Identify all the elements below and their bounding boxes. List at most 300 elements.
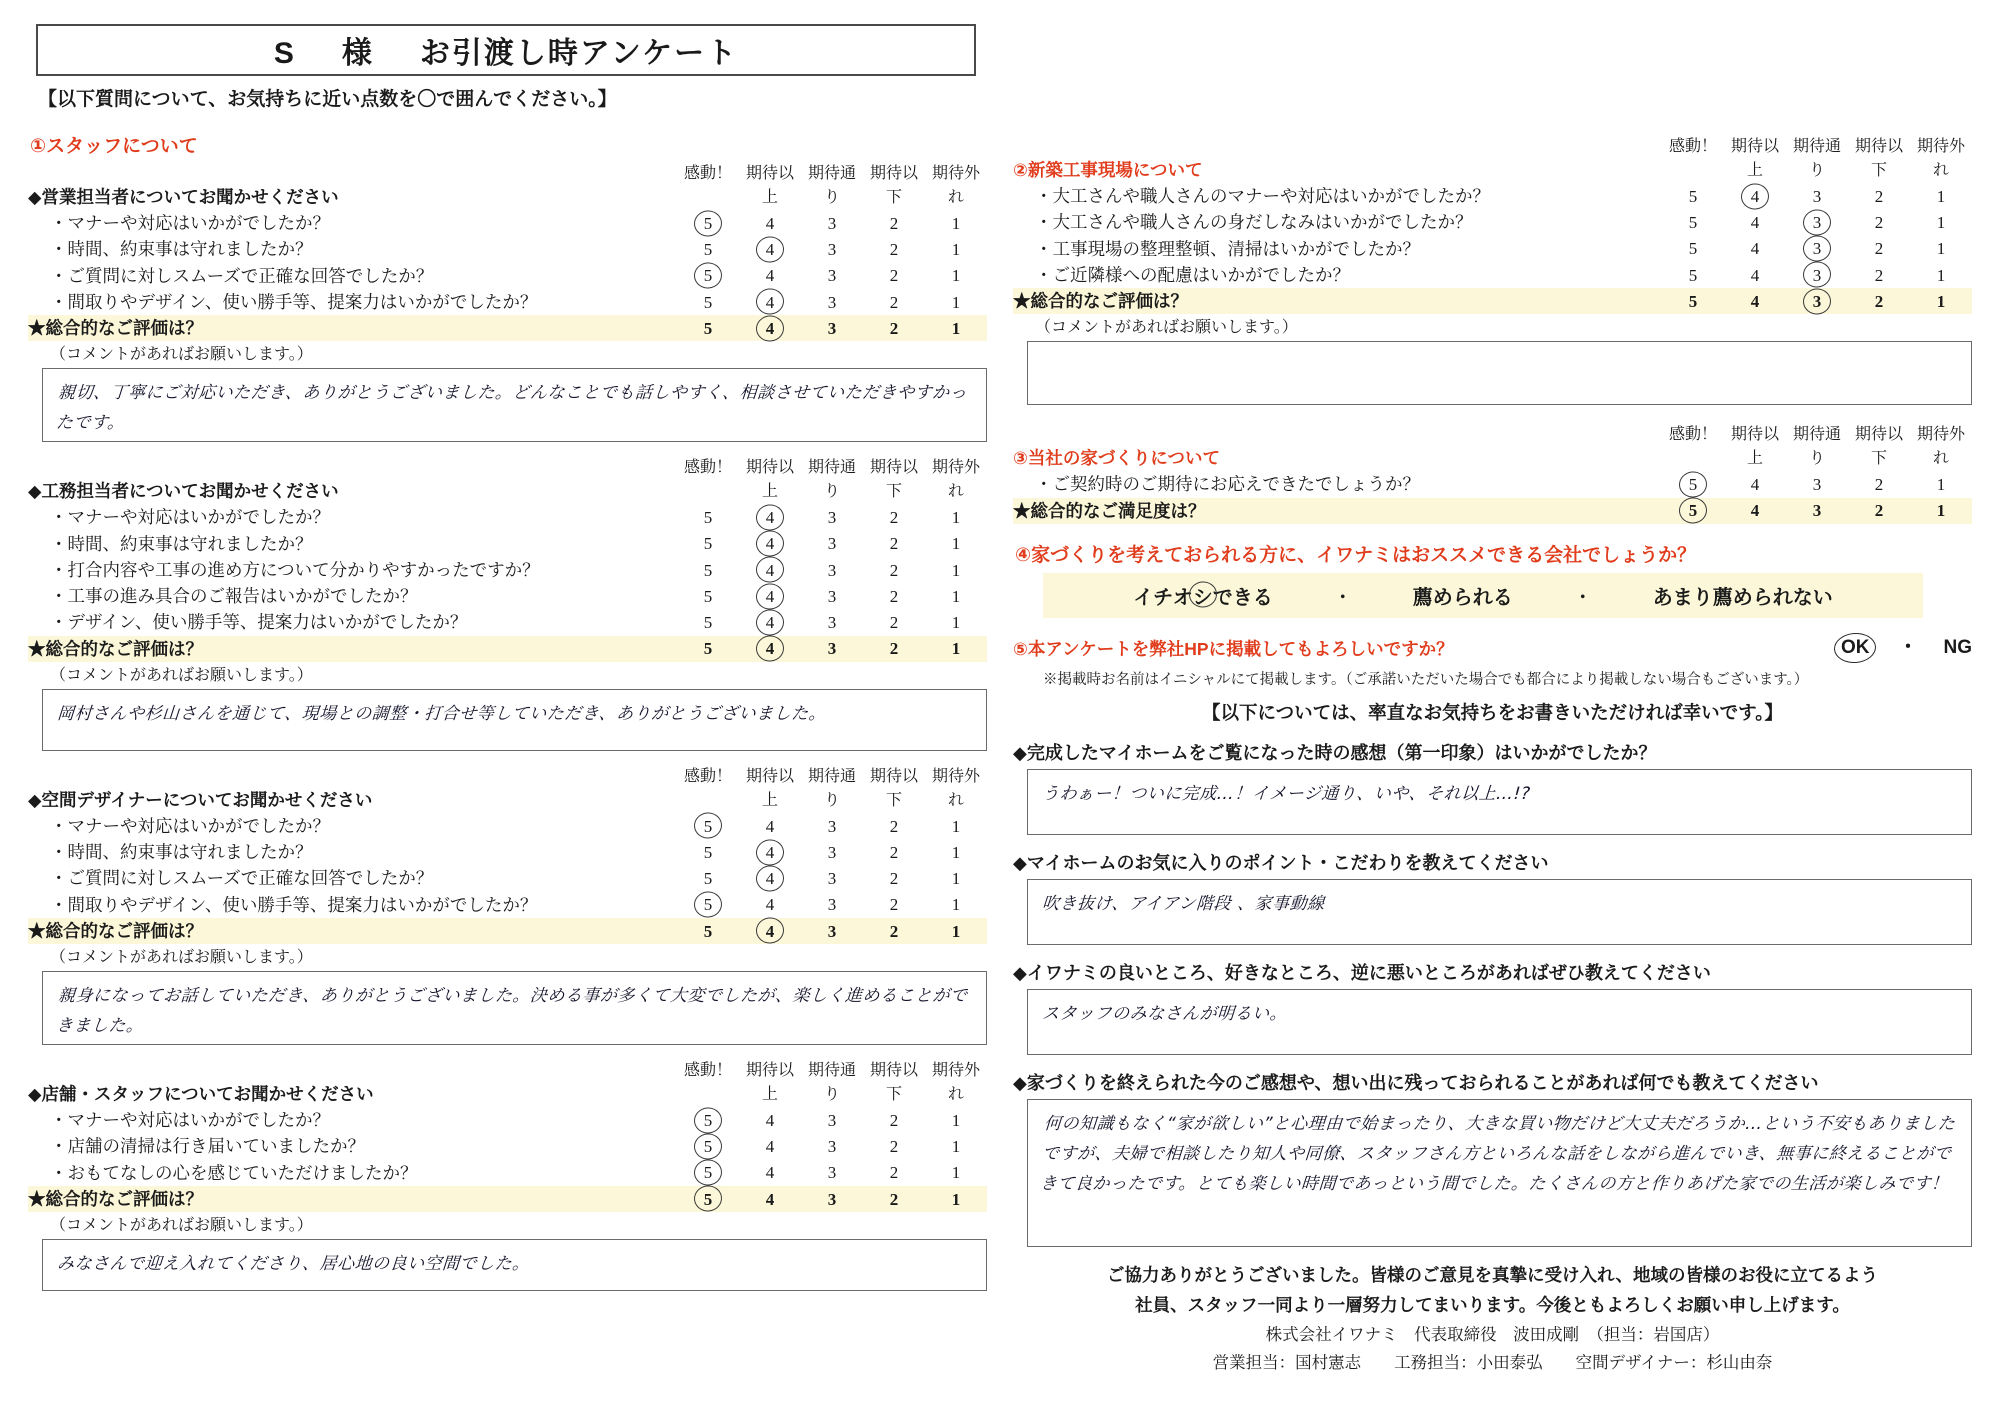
rating-option[interactable] [739, 866, 801, 892]
left-column [28, 131, 987, 1377]
rating-scale [1662, 210, 1972, 236]
rating-option[interactable]: 1 [1936, 291, 1946, 311]
scale-label: 期待通り [807, 1062, 856, 1103]
question-text: ・店舗の清掃は行き届いていましたか？ [50, 1136, 365, 1157]
total-rating-row [28, 315, 987, 341]
rating-option[interactable]: 2 [889, 318, 899, 338]
rating-option[interactable]: 1 [951, 895, 961, 915]
question-row [28, 892, 987, 918]
rating-option[interactable]: 3 [827, 869, 837, 888]
question-text: ・デザイン、使い勝手等、提案力はいかがでしたか？ [50, 612, 468, 633]
rating-option[interactable] [677, 892, 739, 918]
section-3-rows [1013, 471, 1972, 524]
rating-option[interactable]: 1 [951, 240, 961, 259]
question-group [28, 1059, 987, 1291]
rating-option[interactable]: 4 [1750, 213, 1760, 232]
rating-option[interactable]: 5 [1688, 265, 1698, 285]
free-answer-box[interactable] [1027, 769, 1972, 835]
rating-option[interactable]: 3 [827, 1189, 837, 1209]
rating-option[interactable]: 5 [703, 613, 713, 632]
rating-option[interactable]: 1 [951, 869, 961, 888]
rating-option[interactable]: 4 [1750, 501, 1760, 521]
free-answer-box[interactable] [1027, 989, 1972, 1055]
question-row [28, 531, 987, 557]
rating-option[interactable]: 1 [1936, 501, 1946, 521]
question-row [28, 1160, 987, 1186]
comment-box[interactable] [42, 1239, 987, 1291]
rating-option[interactable]: 5 [703, 318, 713, 338]
section-3-heading: ③当社の家づくりについて [1013, 448, 1220, 468]
rating-option[interactable] [1662, 498, 1724, 524]
free-question-prompt: ◆マイホームのお気に入りのポイント・こだわりを教えてください [1013, 853, 1549, 874]
rating-option[interactable]: 3 [1812, 186, 1822, 206]
rating-scale [1662, 289, 1972, 315]
rating-option[interactable]: 1 [951, 639, 961, 659]
rating-option[interactable]: 5 [703, 842, 713, 862]
rating-option[interactable] [677, 211, 739, 237]
circled-rating: 4 [766, 558, 775, 584]
total-rating-row [1013, 288, 1972, 314]
circled-rating: 3 [1813, 263, 1822, 289]
question-row [28, 1107, 987, 1133]
scale-label: 期待通り [1792, 426, 1841, 468]
title-box [36, 24, 976, 76]
rating-option[interactable] [1786, 263, 1848, 289]
circled-rating: 4 [766, 290, 775, 316]
rating-option[interactable] [1786, 236, 1848, 262]
total-rating-row [28, 1186, 987, 1212]
question-row [1013, 471, 1972, 497]
question-text: ・時間、約束事は守れましたか？ [50, 239, 313, 260]
rating-option[interactable]: 4 [765, 266, 775, 286]
rating-option[interactable] [739, 290, 801, 316]
option-separator: ・ [1572, 586, 1593, 609]
comment-box[interactable] [42, 971, 987, 1045]
rating-option[interactable] [739, 919, 801, 945]
question-text: ・打合内容や工事の進め方について分かりやすかったですか？ [50, 559, 540, 580]
scale-label: 期待以下 [1854, 426, 1903, 468]
rating-option[interactable]: 1 [951, 613, 961, 632]
rating-option[interactable]: 3 [827, 560, 837, 580]
circled-rating: 5 [704, 1187, 713, 1213]
rating-option[interactable]: 1 [1936, 475, 1946, 494]
question-row [1013, 236, 1972, 262]
scale-label: 期待外れ [1916, 138, 1965, 179]
rating-option[interactable]: 2 [889, 842, 899, 862]
rating-option[interactable]: 5 [1688, 213, 1698, 232]
rating-option[interactable]: 1 [951, 534, 961, 554]
rating-option[interactable]: 3 [827, 842, 837, 862]
rating-option[interactable]: 1 [1936, 265, 1946, 285]
rating-option[interactable] [739, 636, 801, 662]
rating-option[interactable]: 5 [703, 869, 713, 888]
rating-option[interactable]: 2 [889, 586, 899, 606]
rating-option[interactable]: 4 [765, 1137, 775, 1156]
rating-option[interactable]: 1 [951, 1163, 961, 1183]
section-3-header-row [1013, 423, 1972, 471]
rating-option[interactable]: 3 [827, 266, 837, 286]
comment-prompt: （コメントがあればお願いします。） [50, 1217, 313, 1234]
rating-option[interactable] [677, 1134, 739, 1160]
free-answer-box[interactable] [1027, 1099, 1972, 1247]
rating-option[interactable]: 2 [1874, 186, 1884, 206]
right-column [1013, 131, 1972, 1377]
publish-option[interactable]: OK [1838, 634, 1873, 663]
rating-option[interactable]: 3 [827, 318, 837, 338]
comment-box[interactable] [42, 689, 987, 751]
group-title: ◆営業担当者についてお聞かせください [28, 186, 339, 207]
scale-label: 期待以上 [745, 165, 794, 206]
free-section-heading: 【以下については、率直なお気持ちをお書きいただければ幸いです。】 [1202, 702, 1783, 724]
rating-option[interactable]: 2 [1874, 213, 1884, 232]
rating-option[interactable]: 1 [951, 213, 961, 233]
rating-scale [677, 316, 987, 342]
comment-text: 岡村さんや杉山さんを通じて、現場との調整・打合せ等していただき、ありがとうございました。 [56, 703, 827, 724]
scale-label: 期待外れ [1916, 426, 1965, 468]
rating-scale [677, 531, 987, 557]
circled-rating: 5 [704, 892, 713, 918]
section-4-options [1043, 573, 1923, 618]
rating-option[interactable]: 1 [951, 292, 961, 312]
scale-label: 期待以下 [869, 767, 918, 809]
scale-label: 期待以下 [869, 459, 918, 501]
rating-option[interactable] [739, 610, 801, 636]
footer-company: 株式会社イワナミ 代表取締役 波田成剛 （担当：岩国店） [1265, 1324, 1720, 1344]
rating-option[interactable] [1662, 472, 1724, 498]
rating-option[interactable] [739, 584, 801, 610]
scale-label: 感動！ [1668, 138, 1717, 155]
rating-option[interactable]: 5 [1688, 291, 1698, 311]
rating-option[interactable]: 3 [827, 1163, 837, 1183]
circled-rating: 4 [766, 840, 775, 866]
rating-option[interactable]: 3 [827, 639, 837, 659]
question-text: ・大工さんや職人さんの身だしなみはいかがでしたか？ [1035, 212, 1473, 233]
rating-option[interactable] [1786, 289, 1848, 315]
scale-label: 感動！ [1668, 426, 1717, 444]
rating-scale-header [677, 1059, 987, 1107]
total-rating-row [28, 918, 987, 944]
circled-rating: 4 [766, 919, 775, 945]
rating-option[interactable]: 3 [827, 895, 837, 915]
rating-option[interactable]: 5 [703, 921, 713, 941]
rating-option[interactable]: 5 [703, 534, 713, 554]
rating-option[interactable]: 4 [1750, 475, 1760, 494]
circled-rating: 4 [766, 636, 775, 662]
scale-label: 期待通り [807, 459, 856, 501]
scale-label: 期待外れ [931, 459, 980, 501]
rating-option[interactable]: 1 [1936, 186, 1946, 206]
rating-option[interactable]: 4 [765, 816, 775, 836]
rating-option[interactable]: 3 [827, 508, 837, 527]
question-text: ・大工さんや職人さんのマナーや対応はいかがでしたか？ [1035, 186, 1490, 206]
rating-option[interactable]: 5 [703, 292, 713, 312]
section-2 [1013, 135, 1972, 405]
question-text: ・ご質問に対しスムーズで正確な回答でしたか？ [50, 868, 434, 889]
rating-option[interactable]: 3 [1812, 475, 1822, 494]
circled-rating: 5 [1689, 472, 1698, 498]
rating-option[interactable]: 2 [889, 895, 899, 915]
rating-scale [677, 584, 987, 610]
section-5-heading: ⑤本アンケートを弊社HPに掲載してもよろしいですか？ [1013, 639, 1454, 659]
rating-option[interactable]: 2 [889, 213, 899, 233]
group-header-row [28, 1059, 987, 1107]
scale-label: 期待通り [1792, 138, 1841, 179]
rating-option[interactable]: 3 [827, 613, 837, 632]
circled-rating: 4 [766, 316, 775, 342]
scale-label: 期待通り [807, 767, 856, 809]
rating-option[interactable]: 1 [1936, 213, 1946, 232]
rating-option[interactable]: 2 [889, 816, 899, 836]
question-row [28, 865, 987, 891]
circled-rating: 4 [766, 505, 775, 531]
title-main: お引渡し時アンケート [419, 37, 739, 70]
rating-option[interactable]: 2 [1874, 501, 1884, 521]
rating-option[interactable]: 1 [951, 816, 961, 836]
option-separator: ・ [1898, 636, 1918, 658]
rating-scale [677, 505, 987, 531]
rating-option[interactable]: 1 [951, 842, 961, 862]
rating-scale-header [677, 765, 987, 813]
scale-label: 期待外れ [931, 165, 980, 206]
group-header-row [28, 456, 987, 504]
rating-option[interactable]: 1 [951, 318, 961, 338]
question-row [28, 609, 987, 635]
section-4-heading: ④家づくりを考えておられる方に、イワナミはおススメできる会社でしょうか？ [1015, 544, 1697, 566]
section-2-rows [1013, 183, 1972, 314]
rating-option[interactable]: 3 [827, 921, 837, 941]
question-text: ・マナーや対応はいかがでしたか？ [50, 815, 330, 836]
comment-box[interactable] [42, 368, 987, 442]
rating-option[interactable]: 5 [703, 560, 713, 580]
honorific: 様 [341, 37, 374, 70]
rating-option[interactable]: 4 [1750, 291, 1760, 311]
section-2-comment-box[interactable] [1027, 341, 1972, 405]
circled-rating: 4 [766, 531, 775, 557]
rating-option[interactable]: 3 [827, 292, 837, 312]
rating-option[interactable] [739, 531, 801, 557]
question-row [28, 583, 987, 609]
rating-scale [677, 263, 987, 289]
free-answer-text: 吹き抜け、アイアン階段 、家事動線 [1041, 894, 1326, 915]
rating-option[interactable]: 3 [827, 240, 837, 259]
circled-rating: 3 [1813, 289, 1822, 315]
question-text: ★総合的なご評価は？ [28, 318, 203, 338]
scale-label: 感動！ [683, 459, 732, 477]
rating-option[interactable] [739, 505, 801, 531]
free-question-prompt: ◆イワナミの良いところ、好きなところ、逆に悪いところがあればぜひ教えてください [1013, 963, 1711, 984]
customer-initial: S [273, 37, 296, 70]
recommend-option[interactable]: 薦められる [1412, 586, 1513, 609]
scale-label: 期待外れ [931, 767, 980, 809]
section-4 [1013, 540, 1972, 618]
rating-option[interactable]: 2 [889, 508, 899, 527]
free-question-prompt: ◆家づくりを終えられた今のご感想や、想い出に残っておられることがあれば何でも教えてください [1013, 1073, 1819, 1094]
question-row [28, 1133, 987, 1159]
circled-rating: 5 [1689, 498, 1698, 524]
section-5 [1013, 634, 1972, 690]
rating-option[interactable]: 4 [765, 1189, 775, 1209]
rating-option[interactable]: 1 [951, 560, 961, 580]
rating-option[interactable]: 2 [889, 613, 899, 632]
rating-scale [677, 840, 987, 866]
rating-option[interactable]: 1 [951, 1189, 961, 1209]
question-row [28, 210, 987, 236]
scale-label: 期待外れ [931, 1062, 980, 1103]
question-row [1013, 183, 1972, 209]
rating-scale [677, 1134, 987, 1160]
question-row [28, 263, 987, 289]
rating-option[interactable]: 2 [889, 292, 899, 312]
scale-label: 期待以上 [1730, 426, 1779, 468]
rating-option[interactable]: 4 [765, 1110, 775, 1130]
free-answer-text: うわぁー！ついに完成…！イメージ通り、いや、それ以上…!? [1041, 784, 1532, 805]
rating-option[interactable] [739, 558, 801, 584]
rating-option[interactable]: 2 [889, 1110, 899, 1130]
rating-option[interactable]: 4 [765, 895, 775, 915]
question-text: ・ご近隣様への配慮はいかがでしたか？ [1035, 264, 1350, 285]
rating-option[interactable] [677, 263, 739, 289]
rating-option[interactable]: 5 [703, 586, 713, 606]
free-answer-box[interactable] [1027, 879, 1972, 945]
instruction-text: 【以下質問について、お気持ちに近い点数を〇で囲んでください。】 [38, 89, 617, 110]
rating-option[interactable]: 2 [889, 1189, 899, 1209]
rating-option[interactable] [1724, 184, 1786, 210]
comment-text: みなさんで迎え入れてくださり、居心地の良い空間でした。 [56, 1254, 531, 1274]
rating-scale [1662, 498, 1972, 524]
rating-option[interactable] [677, 814, 739, 840]
rating-option[interactable]: 1 [951, 1137, 961, 1156]
question-text: ・時間、約束事は守れましたか？ [50, 842, 313, 862]
rating-option[interactable] [1786, 210, 1848, 236]
rating-option[interactable]: 3 [827, 816, 837, 836]
question-text: ・ご質問に対しスムーズで正確な回答でしたか？ [50, 265, 434, 286]
comment-text: 親切、丁寧にご対応いただき、ありがとうございました。どんなことでも話しやすく、相談させていただきやすかったです。 [55, 383, 968, 433]
option-separator: ・ [1332, 586, 1353, 609]
footer [1013, 1261, 1972, 1377]
rating-option[interactable]: 2 [889, 1163, 899, 1183]
rating-option[interactable]: 3 [827, 213, 837, 233]
rating-option[interactable]: 2 [1874, 239, 1884, 259]
rating-option[interactable]: 3 [1812, 501, 1822, 521]
rating-scale [1662, 236, 1972, 262]
rating-option[interactable]: 2 [1874, 291, 1884, 311]
rating-option[interactable]: 2 [889, 639, 899, 659]
rating-option[interactable]: 2 [889, 921, 899, 941]
rating-option[interactable]: 1 [951, 586, 961, 606]
rating-option[interactable]: 5 [703, 508, 713, 527]
rating-option[interactable]: 2 [889, 560, 899, 580]
rating-option[interactable]: 5 [1688, 239, 1698, 259]
footer-line-2: 社員、スタッフ一同より一層努力してまいります。今後ともよろしくお願い申し上げます。 [1135, 1295, 1850, 1315]
rating-option[interactable]: 3 [827, 586, 837, 606]
rating-option[interactable] [677, 1160, 739, 1186]
circled-rating: 4 [766, 584, 775, 610]
recommend-option[interactable]: あまり薦められない [1652, 586, 1833, 609]
circled-rating: 4 [1751, 184, 1760, 210]
rating-option[interactable]: 2 [889, 869, 899, 888]
scale-label: 期待以上 [1730, 138, 1779, 179]
section-1-groups [28, 162, 987, 1291]
free-answer-text: スタッフのみなさんが明るい。 [1041, 1004, 1288, 1025]
question-text: ★総合的なご評価は？ [28, 638, 203, 659]
rating-option[interactable]: 5 [703, 240, 713, 259]
section-5-header-row [1013, 634, 1972, 663]
section-2-comment-prompt: （コメントがあればお願いします。） [1035, 319, 1298, 337]
circled-rating: 5 [704, 263, 713, 289]
circled-rating: 5 [704, 814, 713, 840]
rating-option[interactable]: 1 [951, 508, 961, 527]
rating-option[interactable]: 3 [827, 1137, 837, 1156]
rating-option[interactable]: 5 [1688, 186, 1698, 206]
rating-option[interactable]: 2 [1874, 475, 1884, 494]
section-2-header-row [1013, 135, 1972, 183]
rating-option[interactable] [739, 840, 801, 866]
rating-option[interactable] [677, 1108, 739, 1134]
rating-scale-header [677, 456, 987, 504]
rating-option[interactable]: 4 [1750, 239, 1760, 259]
question-text: ・マナーや対応はいかがでしたか？ [50, 213, 330, 233]
publish-option[interactable]: NG [1943, 636, 1972, 658]
rating-option[interactable] [739, 237, 801, 263]
rating-scale-header [677, 162, 987, 210]
rating-scale [677, 892, 987, 918]
question-text: ★総合的なご満足度は？ [1013, 500, 1206, 521]
footer-staff: 営業担当：国村憲志 工務担当：小田泰弘 空間デザイナー：杉山由奈 [1212, 1352, 1773, 1372]
question-row [28, 557, 987, 583]
question-row [28, 813, 987, 839]
question-row [28, 839, 987, 865]
rating-scale [677, 237, 987, 263]
circled-rating: 3 [1813, 210, 1822, 236]
recommend-option[interactable]: イチオシできる [1133, 581, 1273, 610]
rating-option[interactable] [677, 1187, 739, 1213]
rating-scale [1662, 263, 1972, 289]
question-text: ・時間、約束事は守れましたか？ [50, 533, 313, 554]
comment-prompt: （コメントがあればお願いします。） [50, 346, 313, 364]
rating-option[interactable]: 3 [827, 1110, 837, 1130]
rating-option[interactable]: 5 [703, 639, 713, 659]
rating-option[interactable]: 1 [1936, 239, 1946, 259]
rating-option[interactable]: 1 [951, 266, 961, 286]
rating-option[interactable]: 1 [951, 1110, 961, 1130]
question-text: ・マナーや対応はいかがでしたか？ [50, 1110, 330, 1130]
circled-rating: 3 [1813, 236, 1822, 262]
rating-option[interactable]: 1 [951, 921, 961, 941]
rating-scale [677, 610, 987, 636]
rating-option[interactable]: 2 [1874, 265, 1884, 285]
comment-prompt: （コメントがあればお願いします。） [50, 949, 313, 966]
rating-option[interactable]: 4 [1750, 265, 1760, 285]
question-text: ★総合的なご評価は？ [28, 1188, 203, 1209]
scale-label: 感動！ [683, 1062, 732, 1079]
section-3 [1013, 423, 1972, 524]
free-question-prompt: ◆完成したマイホームをご覧になった時の感想（第一印象）はいかがでしたか？ [1013, 743, 1657, 764]
rating-option[interactable] [739, 316, 801, 342]
question-text: ・間取りやデザイン、使い勝手等、提案力はいかがでしたか？ [50, 291, 538, 312]
rating-option[interactable]: 4 [765, 1163, 775, 1183]
content-columns [28, 131, 1972, 1377]
rating-option[interactable]: 2 [889, 240, 899, 259]
rating-option[interactable]: 2 [889, 266, 899, 286]
rating-scale [1662, 184, 1972, 210]
rating-scale [1662, 472, 1972, 498]
rating-option[interactable]: 3 [827, 534, 837, 554]
rating-option[interactable]: 4 [765, 213, 775, 233]
rating-option[interactable]: 2 [889, 1137, 899, 1156]
rating-option[interactable]: 2 [889, 534, 899, 554]
question-row [1013, 209, 1972, 235]
free-answer-items [1013, 739, 1972, 1247]
